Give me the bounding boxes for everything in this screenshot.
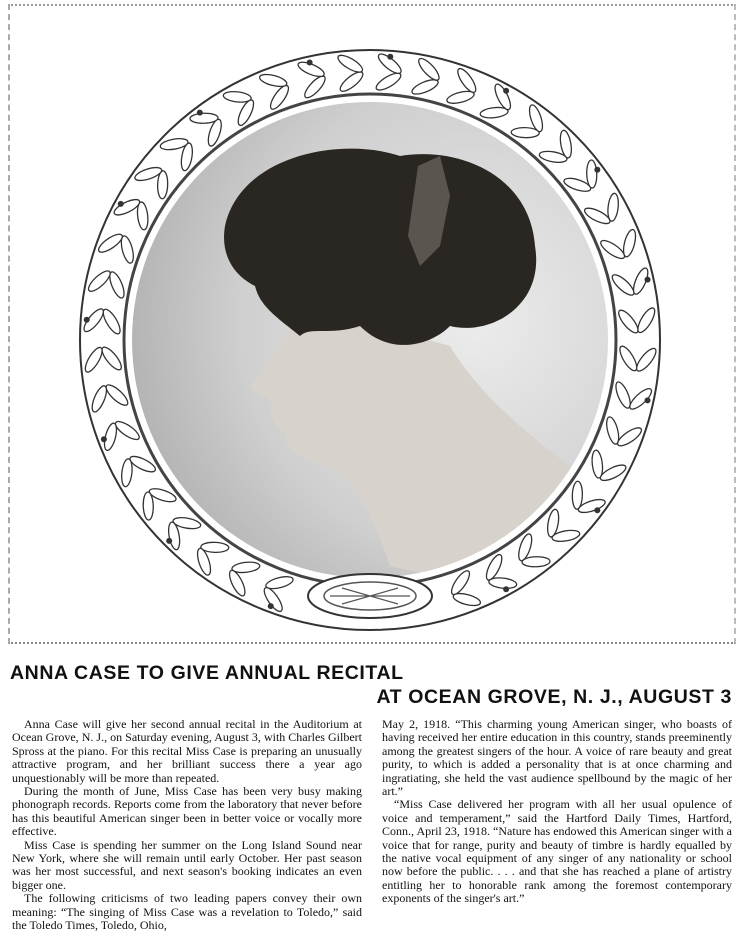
headline-line-1: ANNA CASE TO GIVE ANNUAL RECITAL: [10, 662, 404, 684]
laurel-berry: [645, 397, 651, 403]
laurel-berry: [645, 277, 651, 283]
paragraph: Anna Case will give her second annual recital in the Auditorium at Ocean Grove, N. J., on Saturday evening, August 3, with Charles Gilbert Spross at the piano. For this recital Miss Case is preparing an unusually attractive program, and her brilliant success there a year ago unquestionably will be more than repeated.: [12, 717, 362, 785]
laurel-leaf: [190, 113, 218, 124]
wreath-portrait: [10, 6, 734, 642]
article-column-left: [12, 718, 362, 933]
laurel-berry: [503, 586, 509, 592]
laurel-leaf: [586, 160, 597, 188]
paragraph: “Miss Case delivered her program with all her usual opulence of voice and temperament,” said the Hartford Daily Times, Hartford, Conn., April 23, 1918. “Nature has endowed this American singer with a voice that for range, purity and beauty of timbre is hardly equalled by the native vocal equipment of any singer of any nationality or school now before the public. . . . and that she has reached a plane of artistry entitling her to honorable rank among the foremost contemporary exponents of the singer's art.”: [382, 797, 732, 906]
laurel-leaf: [143, 492, 154, 520]
portrait-plate: [8, 4, 736, 644]
paragraph: The following criticisms of two leading papers convey their own meaning: “The singing of Miss Case was a revelation to Toledo,” said the Toledo Times, Toledo, Ohio,: [12, 891, 362, 933]
laurel-berry: [118, 201, 124, 207]
paragraph: During the month of June, Miss Case has been very busy making phonograph records. Reports come from the laboratory that never before has this beautiful American singer been in better voice or vocally more effective.: [12, 784, 362, 839]
laurel-berry: [307, 59, 313, 65]
headline-line-2: AT OCEAN GROVE, N. J., AUGUST 3: [376, 686, 732, 708]
laurel-berry: [268, 603, 274, 609]
laurel-berry: [84, 317, 90, 323]
laurel-berry: [594, 167, 600, 173]
article-column-right: [382, 718, 732, 906]
laurel-berry: [594, 507, 600, 513]
laurel-berry: [101, 436, 107, 442]
laurel-berry: [387, 54, 393, 60]
laurel-berry: [166, 538, 172, 544]
wreath-clasp: [308, 574, 432, 618]
laurel-berry: [197, 110, 203, 116]
laurel-leaf: [522, 556, 550, 567]
paragraph: Miss Case is spending her summer on the Long Island Sound near New York, where she will remain until early October. Her past season was her most successful, and next season's booking indicates an even bigger one.: [12, 837, 362, 892]
paragraph: May 2, 1918. “This charming young American singer, who boasts of having received her entire education in this country, stands preeminently among the greatest singers of the hour. A voice of rare beauty and great purity, to which is added a personality that is at once charming and ingratiating, she held the vast audience spellbound by the magic of her art.”: [382, 717, 732, 799]
laurel-berry: [503, 88, 509, 94]
